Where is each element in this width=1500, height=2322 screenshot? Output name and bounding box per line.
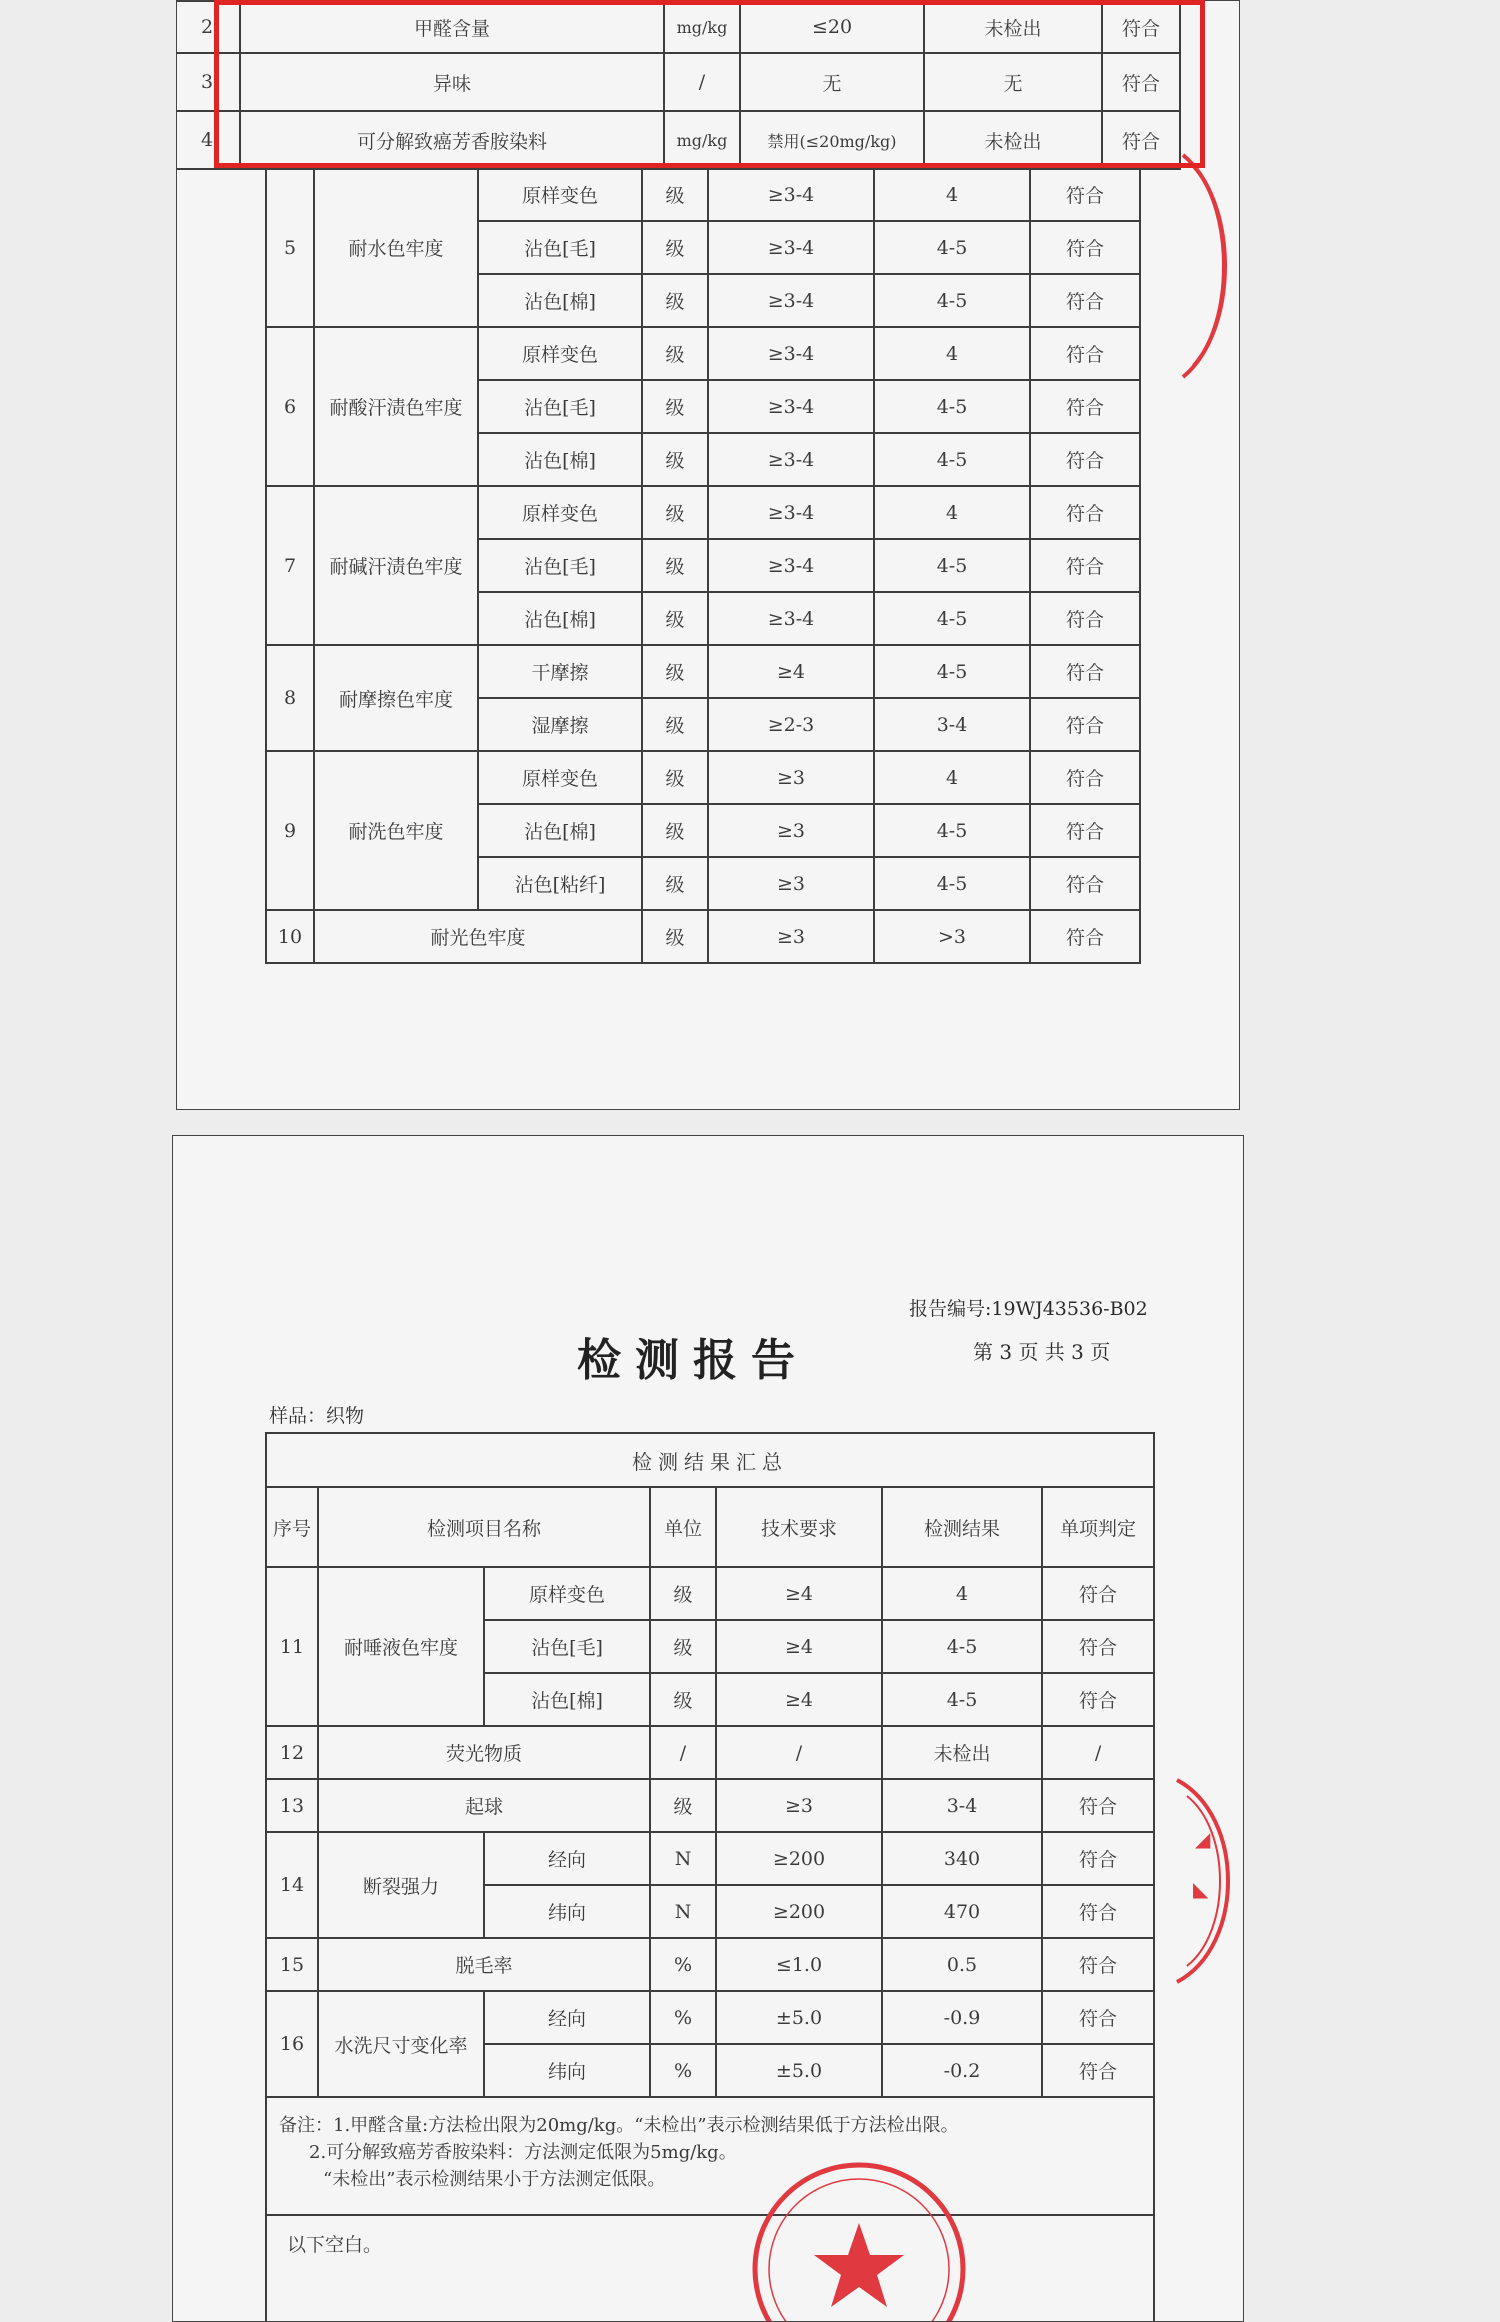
unit-cell: 级 xyxy=(642,910,708,963)
table-row xyxy=(176,111,1180,169)
requirement-cell: 禁用(≤20mg/kg) xyxy=(740,111,924,169)
requirement-cell: / xyxy=(716,1726,882,1779)
sub-item: 沾色[棉] xyxy=(478,592,642,645)
notes-row xyxy=(266,2097,1154,2215)
verdict-cell: 符合 xyxy=(1042,1673,1154,1726)
result-cell: 4 xyxy=(874,327,1030,380)
requirement-cell: ≥3-4 xyxy=(708,168,874,221)
blank-row xyxy=(266,2215,1154,2322)
result-cell: 未检出 xyxy=(924,1,1102,53)
verdict-cell: 符合 xyxy=(1030,804,1140,857)
requirement-cell: ≥200 xyxy=(716,1832,882,1885)
table-row xyxy=(266,1991,1154,2044)
row-number: 9 xyxy=(266,751,314,910)
requirement-cell: ≥3-4 xyxy=(708,221,874,274)
verdict-cell: 符合 xyxy=(1102,1,1180,53)
verdict-cell: 符合 xyxy=(1030,592,1140,645)
unit-cell: 级 xyxy=(642,539,708,592)
requirement-cell: ≥4 xyxy=(716,1567,882,1620)
row-number: 14 xyxy=(266,1832,318,1938)
verdict-cell: 符合 xyxy=(1030,380,1140,433)
unit-cell: / xyxy=(650,1726,716,1779)
requirement-cell: ≥3-4 xyxy=(708,539,874,592)
result-cell: 0.5 xyxy=(882,1938,1042,1991)
result-cell: 3-4 xyxy=(874,698,1030,751)
verdict-cell: 符合 xyxy=(1030,751,1140,804)
item-name: 断裂强力 xyxy=(318,1832,484,1938)
requirement-cell: ≥3 xyxy=(708,804,874,857)
row-number: 15 xyxy=(266,1938,318,1991)
table-row xyxy=(266,168,1140,221)
result-cell: 4-5 xyxy=(874,274,1030,327)
unit-cell: mg/kg xyxy=(664,111,740,169)
item-name: 异味 xyxy=(240,53,664,111)
unit-cell: 级 xyxy=(642,645,708,698)
table-header-row xyxy=(266,1487,1154,1567)
verdict-cell: 符合 xyxy=(1030,698,1140,751)
row-number: 2 xyxy=(176,1,240,53)
table-title: 检测结果汇总 xyxy=(266,1433,1154,1487)
unit-cell: 级 xyxy=(650,1620,716,1673)
verdict-cell: 符合 xyxy=(1042,1832,1154,1885)
table-row xyxy=(266,486,1140,539)
row-number: 12 xyxy=(266,1726,318,1779)
item-name: 耐碱汗渍色牢度 xyxy=(314,486,478,645)
unit-cell: % xyxy=(650,1991,716,2044)
item-name: 甲醛含量 xyxy=(240,1,664,53)
unit-cell: 级 xyxy=(642,274,708,327)
sub-item: 沾色[棉] xyxy=(478,804,642,857)
seal-mark: ◣ xyxy=(1193,1877,1209,1901)
sub-item: 干摩擦 xyxy=(478,645,642,698)
verdict-cell: 符合 xyxy=(1042,2044,1154,2097)
result-cell: 4-5 xyxy=(874,804,1030,857)
note-line-3: “未检出”表示检测结果小于方法测定低限。 xyxy=(323,2169,666,2190)
row-number: 8 xyxy=(266,645,314,751)
requirement-cell: ≥2-3 xyxy=(708,698,874,751)
sub-item: 经向 xyxy=(484,1832,650,1885)
result-cell: 4-5 xyxy=(874,645,1030,698)
result-cell: 470 xyxy=(882,1885,1042,1938)
result-cell: 未检出 xyxy=(924,111,1102,169)
row-number: 4 xyxy=(176,111,240,169)
result-cell: 4-5 xyxy=(874,539,1030,592)
unit-cell: 级 xyxy=(642,804,708,857)
sub-item: 湿摩擦 xyxy=(478,698,642,751)
sub-item: 沾色[毛] xyxy=(484,1620,650,1673)
verdict-cell: 符合 xyxy=(1042,1885,1154,1938)
row-number: 11 xyxy=(266,1567,318,1726)
sub-item: 沾色[粘纤] xyxy=(478,857,642,910)
requirement-cell: ≥3-4 xyxy=(708,274,874,327)
table-title-row xyxy=(266,1433,1154,1487)
item-name: 耐洗色牢度 xyxy=(314,751,478,910)
unit-cell: / xyxy=(664,53,740,111)
verdict-cell: 符合 xyxy=(1042,1938,1154,1991)
seal-mark: ◢ xyxy=(1195,1827,1211,1851)
sub-item: 沾色[毛] xyxy=(478,221,642,274)
result-cell: -0.2 xyxy=(882,2044,1042,2097)
result-cell: 4-5 xyxy=(874,221,1030,274)
verdict-cell: 符合 xyxy=(1030,327,1140,380)
row-number: 16 xyxy=(266,1991,318,2097)
table-row xyxy=(266,910,1140,963)
row-number: 13 xyxy=(266,1779,318,1832)
sub-item: 原样变色 xyxy=(478,168,642,221)
table-row xyxy=(266,645,1140,698)
unit-cell: 级 xyxy=(650,1567,716,1620)
header-unit: 单位 xyxy=(650,1487,716,1567)
unit-cell: 级 xyxy=(642,168,708,221)
table-row xyxy=(266,1567,1154,1620)
item-name: 水洗尺寸变化率 xyxy=(318,1991,484,2097)
requirement-cell: ≥4 xyxy=(708,645,874,698)
verdict-cell: 符合 xyxy=(1030,433,1140,486)
sub-item: 原样变色 xyxy=(478,327,642,380)
sample-label: 样品：织物 xyxy=(269,1405,365,1427)
sub-item: 沾色[毛] xyxy=(478,380,642,433)
row-number: 6 xyxy=(266,327,314,486)
requirement-cell: ≥3 xyxy=(708,857,874,910)
verdict-cell: 符合 xyxy=(1042,1567,1154,1620)
unit-cell: N xyxy=(650,1832,716,1885)
unit-cell: 级 xyxy=(642,327,708,380)
verdict-cell: 符合 xyxy=(1042,1620,1154,1673)
unit-cell: % xyxy=(650,1938,716,1991)
result-cell: 4-5 xyxy=(874,592,1030,645)
item-name: 耐光色牢度 xyxy=(314,910,642,963)
top-fastness-table xyxy=(265,167,1141,964)
result-cell: >3 xyxy=(874,910,1030,963)
table-row xyxy=(266,1938,1154,1991)
result-cell: 4 xyxy=(882,1567,1042,1620)
requirement-cell: ≥3-4 xyxy=(708,486,874,539)
verdict-cell: 符合 xyxy=(1102,111,1180,169)
sub-item: 沾色[毛] xyxy=(478,539,642,592)
requirement-cell: ±5.0 xyxy=(716,1991,882,2044)
item-name: 脱毛率 xyxy=(318,1938,650,1991)
item-name: 耐唾液色牢度 xyxy=(318,1567,484,1726)
sub-item: 原样变色 xyxy=(478,486,642,539)
item-name: 耐酸汗渍色牢度 xyxy=(314,327,478,486)
unit-cell: 级 xyxy=(642,751,708,804)
unit-cell: 级 xyxy=(650,1673,716,1726)
requirement-cell: 无 xyxy=(740,53,924,111)
sub-item: 纬向 xyxy=(484,1885,650,1938)
row-number: 10 xyxy=(266,910,314,963)
verdict-cell: 符合 xyxy=(1030,539,1140,592)
result-cell: 3-4 xyxy=(882,1779,1042,1832)
blank-note: 以下空白。 xyxy=(266,2215,1154,2322)
verdict-cell: 符合 xyxy=(1042,1779,1154,1832)
verdict-cell: 符合 xyxy=(1102,53,1180,111)
unit-cell: 级 xyxy=(642,380,708,433)
result-cell: 未检出 xyxy=(882,1726,1042,1779)
unit-cell: 级 xyxy=(650,1779,716,1832)
verdict-cell: 符合 xyxy=(1030,910,1140,963)
verdict-cell: 符合 xyxy=(1030,274,1140,327)
sub-item: 沾色[棉] xyxy=(478,433,642,486)
item-name: 可分解致癌芳香胺染料 xyxy=(240,111,664,169)
header-no: 序号 xyxy=(266,1487,318,1567)
result-cell: 4-5 xyxy=(882,1673,1042,1726)
unit-cell: 级 xyxy=(642,698,708,751)
table-row xyxy=(176,1,1180,53)
requirement-cell: ±5.0 xyxy=(716,2044,882,2097)
top-highlight-table xyxy=(176,0,1181,170)
result-cell: 4 xyxy=(874,751,1030,804)
requirement-cell: ≤1.0 xyxy=(716,1938,882,1991)
sub-item: 经向 xyxy=(484,1991,650,2044)
table-row xyxy=(266,327,1140,380)
verdict-cell: 符合 xyxy=(1030,486,1140,539)
header-result: 检测结果 xyxy=(882,1487,1042,1567)
result-cell: 4-5 xyxy=(882,1620,1042,1673)
header-requirement: 技术要求 xyxy=(716,1487,882,1567)
unit-cell: 级 xyxy=(642,433,708,486)
table-row xyxy=(266,1726,1154,1779)
result-cell: 4-5 xyxy=(874,380,1030,433)
requirement-cell: ≥3-4 xyxy=(708,433,874,486)
verdict-cell: 符合 xyxy=(1042,1991,1154,2044)
result-cell: -0.9 xyxy=(882,1991,1042,2044)
requirement-cell: ≥4 xyxy=(716,1673,882,1726)
requirement-cell: ≥3-4 xyxy=(708,327,874,380)
requirement-cell: ≥3-4 xyxy=(708,592,874,645)
table-row xyxy=(266,1832,1154,1885)
unit-cell: mg/kg xyxy=(664,1,740,53)
requirement-cell: ≥4 xyxy=(716,1620,882,1673)
item-name: 荧光物质 xyxy=(318,1726,650,1779)
unit-cell: 级 xyxy=(642,221,708,274)
item-name: 耐水色牢度 xyxy=(314,168,478,327)
sub-item: 纬向 xyxy=(484,2044,650,2097)
table-row xyxy=(266,1779,1154,1832)
table-row xyxy=(176,53,1180,111)
unit-cell: 级 xyxy=(642,486,708,539)
report-page-top xyxy=(176,0,1240,1110)
report-title: 检测报告 xyxy=(577,1335,809,1386)
header-item: 检测项目名称 xyxy=(318,1487,650,1567)
verdict-cell: 符合 xyxy=(1030,645,1140,698)
verdict-cell: / xyxy=(1042,1726,1154,1779)
result-cell: 4 xyxy=(874,486,1030,539)
item-name: 起球 xyxy=(318,1779,650,1832)
unit-cell: N xyxy=(650,1885,716,1938)
result-cell: 4-5 xyxy=(874,433,1030,486)
side-seal-stamp xyxy=(1173,1776,1244,1986)
sub-item: 原样变色 xyxy=(478,751,642,804)
result-cell: 无 xyxy=(924,53,1102,111)
note-line-1: 备注：1.甲醛含量:方法检出限为20mg/kg。“未检出”表示检测结果低于方法检出限。 xyxy=(279,2115,959,2136)
requirement-cell: ≥3 xyxy=(716,1779,882,1832)
result-cell: 4 xyxy=(874,168,1030,221)
header-verdict: 单项判定 xyxy=(1042,1487,1154,1567)
note-line-2: 2.可分解致癌芳香胺染料：方法测定低限为5mg/kg。 xyxy=(309,2142,737,2163)
result-cell: 340 xyxy=(882,1832,1042,1885)
requirement-cell: ≥200 xyxy=(716,1885,882,1938)
item-name: 耐摩擦色牢度 xyxy=(314,645,478,751)
requirement-cell: ≥3 xyxy=(708,751,874,804)
requirement-cell: ≥3 xyxy=(708,910,874,963)
unit-cell: 级 xyxy=(642,857,708,910)
requirement-cell: ≥3-4 xyxy=(708,380,874,433)
page-info: 第 3 页 共 3 页 xyxy=(973,1340,1111,1364)
official-seal-stamp xyxy=(1179,151,1239,381)
row-number: 7 xyxy=(266,486,314,645)
notes-cell xyxy=(266,2097,1154,2215)
unit-cell: 级 xyxy=(642,592,708,645)
report-number: 报告编号:19WJ43536-B02 xyxy=(909,1298,1148,1320)
sub-item: 沾色[棉] xyxy=(484,1673,650,1726)
verdict-cell: 符合 xyxy=(1030,168,1140,221)
result-cell: 4-5 xyxy=(874,857,1030,910)
sub-item: 沾色[棉] xyxy=(478,274,642,327)
report-page-bottom xyxy=(172,1135,1244,2322)
requirement-cell: ≤20 xyxy=(740,1,924,53)
table-row xyxy=(266,751,1140,804)
verdict-cell: 符合 xyxy=(1030,857,1140,910)
unit-cell: % xyxy=(650,2044,716,2097)
row-number: 3 xyxy=(176,53,240,111)
sub-item: 原样变色 xyxy=(484,1567,650,1620)
verdict-cell: 符合 xyxy=(1030,221,1140,274)
row-number: 5 xyxy=(266,168,314,327)
results-summary-table xyxy=(265,1432,1155,2322)
